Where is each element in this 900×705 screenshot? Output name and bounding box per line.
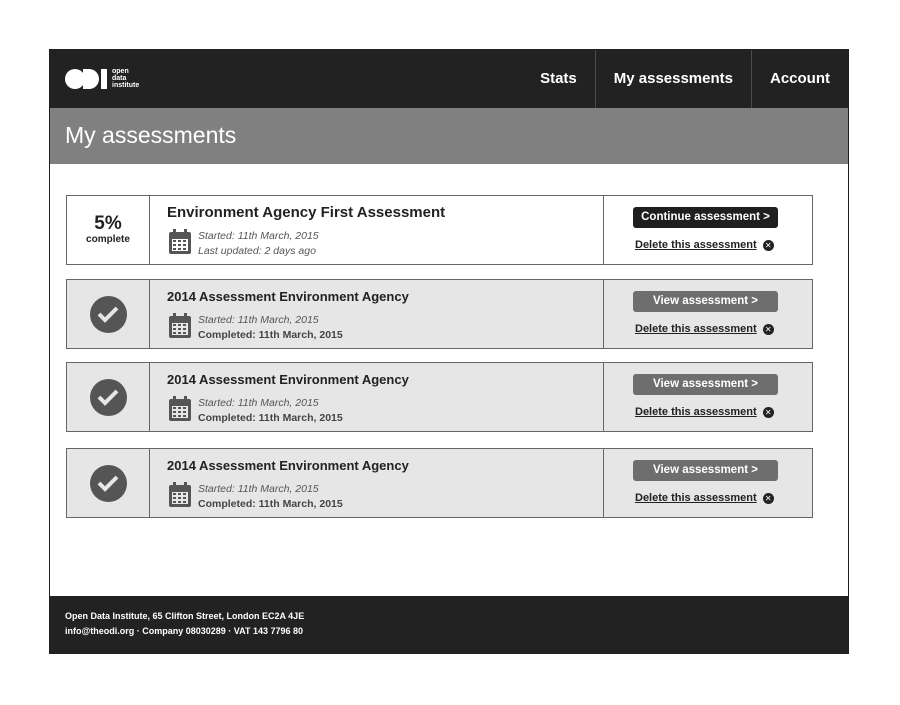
assessment-actions bbox=[604, 280, 812, 348]
delete-assessment-link[interactable] bbox=[635, 492, 774, 504]
assessment-meta bbox=[198, 482, 343, 512]
completed-date: Completed: 11th March, 2015 bbox=[198, 412, 343, 424]
completed-date: Completed: 11th March, 2015 bbox=[198, 498, 343, 510]
assessment-meta bbox=[198, 313, 343, 343]
footer bbox=[50, 596, 848, 653]
delete-assessment-link[interactable] bbox=[635, 239, 774, 251]
completed-date: Completed: 11th March, 2015 bbox=[198, 329, 343, 341]
main-nav bbox=[522, 50, 848, 108]
view-assessment-button[interactable]: View assessment > bbox=[633, 374, 778, 395]
close-icon[interactable]: ✕ bbox=[763, 240, 774, 251]
odi-logo-mark bbox=[65, 69, 107, 89]
close-icon[interactable]: ✕ bbox=[763, 407, 774, 418]
checkmark-icon bbox=[90, 465, 127, 502]
started-date: Started: 11th March, 2015 bbox=[198, 483, 319, 495]
checkmark-icon bbox=[90, 379, 127, 416]
delete-assessment-link[interactable] bbox=[635, 406, 774, 418]
checkmark-icon bbox=[90, 296, 127, 333]
completed-indicator bbox=[67, 449, 150, 517]
close-icon[interactable]: ✕ bbox=[763, 324, 774, 335]
page-title-bar bbox=[50, 108, 848, 164]
assessment-meta bbox=[198, 229, 319, 259]
assessment-details bbox=[150, 449, 604, 517]
calendar-icon bbox=[168, 396, 192, 422]
started-date: Started: 11th March, 2015 bbox=[198, 397, 319, 409]
odi-logo[interactable] bbox=[65, 68, 139, 89]
calendar-icon bbox=[168, 229, 192, 255]
delete-assessment-label: Delete this assessment bbox=[635, 492, 757, 504]
view-assessment-button[interactable]: View assessment > bbox=[633, 291, 778, 312]
logo-text-line: open bbox=[112, 68, 129, 75]
assessment-details bbox=[150, 280, 604, 348]
calendar-icon bbox=[168, 482, 192, 508]
calendar-icon bbox=[168, 313, 192, 339]
assessment-card bbox=[66, 362, 813, 432]
delete-assessment-link[interactable] bbox=[635, 323, 774, 335]
page-title: My assessments bbox=[65, 122, 237, 148]
footer-address: Open Data Institute, 65 Clifton Street, London EC2A 4JE bbox=[65, 611, 305, 621]
assessment-actions bbox=[604, 449, 812, 517]
assessment-title[interactable]: 2014 Assessment Environment Agency bbox=[167, 372, 409, 387]
nav-account[interactable]: Account bbox=[751, 50, 848, 108]
nav-my-assessments[interactable]: My assessments bbox=[595, 50, 751, 108]
assessment-title[interactable]: 2014 Assessment Environment Agency bbox=[167, 458, 409, 473]
progress-indicator bbox=[67, 196, 150, 264]
assessment-card bbox=[66, 195, 813, 265]
percent-complete-label: complete bbox=[86, 234, 130, 245]
logo-text bbox=[112, 68, 139, 89]
nav-stats[interactable]: Stats bbox=[540, 70, 577, 87]
app-frame bbox=[49, 49, 849, 654]
assessment-actions bbox=[604, 196, 812, 264]
assessment-details bbox=[150, 363, 604, 431]
logo-text-line: data bbox=[112, 75, 127, 82]
started-date: Started: 11th March, 2015 bbox=[198, 314, 319, 326]
assessment-actions bbox=[604, 363, 812, 431]
continue-assessment-button[interactable]: Continue assessment > bbox=[633, 207, 778, 228]
delete-assessment-label: Delete this assessment bbox=[635, 239, 757, 251]
close-icon[interactable]: ✕ bbox=[763, 493, 774, 504]
assessment-title[interactable]: 2014 Assessment Environment Agency bbox=[167, 289, 409, 304]
assessment-meta bbox=[198, 396, 343, 426]
completed-indicator bbox=[67, 280, 150, 348]
assessment-details bbox=[150, 196, 604, 264]
delete-assessment-label: Delete this assessment bbox=[635, 406, 757, 418]
footer-contact: info@theodi.org · Company 08030289 · VAT 143 7796 80 bbox=[65, 626, 304, 636]
view-assessment-button[interactable]: View assessment > bbox=[633, 460, 778, 481]
percent-complete-value: 5% bbox=[94, 213, 122, 234]
top-navigation-bar bbox=[50, 50, 848, 108]
assessment-title[interactable]: Environment Agency First Assessment bbox=[167, 204, 446, 221]
logo-text-line: institute bbox=[112, 82, 140, 89]
delete-assessment-label: Delete this assessment bbox=[635, 323, 757, 335]
assessment-card bbox=[66, 448, 813, 518]
assessment-card bbox=[66, 279, 813, 349]
started-date: Started: 11th March, 2015 bbox=[198, 230, 319, 242]
last-updated: Last updated: 2 days ago bbox=[198, 245, 316, 257]
completed-indicator bbox=[67, 363, 150, 431]
